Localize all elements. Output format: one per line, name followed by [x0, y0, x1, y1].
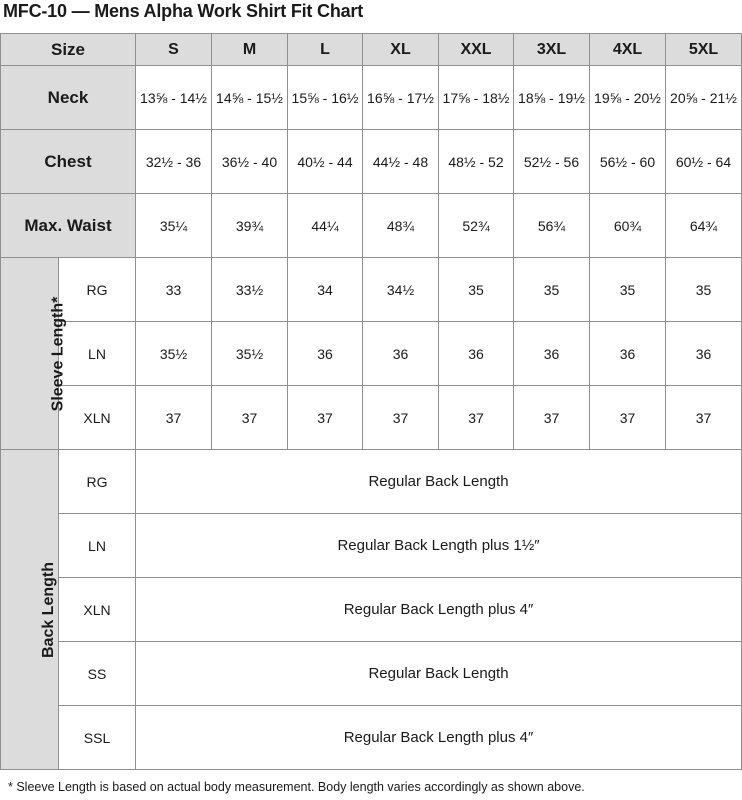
waist-row [1, 194, 742, 258]
back-length-text: Regular Back Length [136, 642, 742, 706]
chest-cell: 52½ - 56 [514, 130, 590, 194]
size-header-cell: S [136, 34, 212, 66]
sleeve-cell: 36 [514, 322, 590, 386]
back-length-text: Regular Back Length plus 4″ [136, 578, 742, 642]
back-length-row [1, 706, 742, 770]
back-length-code: RG [59, 450, 136, 514]
sleeve-cell: 33½ [212, 258, 288, 322]
neck-cell: 18⅝ - 19½ [514, 66, 590, 130]
back-length-code: SS [59, 642, 136, 706]
chest-row [1, 130, 742, 194]
chest-cell: 32½ - 36 [136, 130, 212, 194]
back-length-row [1, 514, 742, 578]
back-length-code: LN [59, 514, 136, 578]
size-header-cell: 5XL [666, 34, 742, 66]
sleeve-cell: 35½ [136, 322, 212, 386]
sleeve-code: XLN [59, 386, 136, 450]
chest-cell: 48½ - 52 [439, 130, 514, 194]
waist-cell: 44¼ [288, 194, 363, 258]
back-length-text: Regular Back Length plus 4″ [136, 706, 742, 770]
chest-cell: 56½ - 60 [590, 130, 666, 194]
sleeve-length-group-label [1, 258, 67, 450]
fit-chart-table [0, 33, 742, 770]
sleeve-cell: 35 [514, 258, 590, 322]
size-header-cell: M [212, 34, 288, 66]
back-length-label: Back Length [40, 561, 58, 658]
waist-cell: 60¾ [590, 194, 666, 258]
sleeve-cell: 37 [212, 386, 288, 450]
back-length-row [1, 578, 742, 642]
chest-cell: 40½ - 44 [288, 130, 363, 194]
sleeve-cell: 37 [666, 386, 742, 450]
waist-cell: 48¾ [363, 194, 439, 258]
neck-cell: 16⅝ - 17½ [363, 66, 439, 130]
chest-cell: 36½ - 40 [212, 130, 288, 194]
waist-cell: 52¾ [439, 194, 514, 258]
neck-label: Neck [1, 66, 136, 130]
waist-cell: 39¾ [212, 194, 288, 258]
back-length-text: Regular Back Length [136, 450, 742, 514]
sleeve-cell: 37 [363, 386, 439, 450]
sleeve-row [1, 322, 742, 386]
sleeve-cell: 33 [136, 258, 212, 322]
neck-cell: 19⅝ - 20½ [590, 66, 666, 130]
size-header-cell: 4XL [590, 34, 666, 66]
chest-cell: 44½ - 48 [363, 130, 439, 194]
sleeve-code: LN [59, 322, 136, 386]
sleeve-cell: 35½ [212, 322, 288, 386]
chest-label: Chest [1, 130, 136, 194]
sleeve-cell: 37 [288, 386, 363, 450]
sleeve-cell: 36 [666, 322, 742, 386]
sleeve-cell: 37 [590, 386, 666, 450]
waist-cell: 35¼ [136, 194, 212, 258]
sleeve-cell: 35 [590, 258, 666, 322]
sleeve-cell: 37 [514, 386, 590, 450]
sleeve-code: RG [59, 258, 136, 322]
sleeve-cell: 34 [288, 258, 363, 322]
size-header-cell: 3XL [514, 34, 590, 66]
neck-cell: 13⅝ - 14½ [136, 66, 212, 130]
back-length-row [1, 642, 742, 706]
neck-cell: 15⅝ - 16½ [288, 66, 363, 130]
sleeve-cell: 35 [439, 258, 514, 322]
neck-cell: 20⅝ - 21½ [666, 66, 742, 130]
waist-label: Max. Waist [1, 194, 136, 258]
sleeve-cell: 36 [590, 322, 666, 386]
sleeve-cell: 36 [288, 322, 363, 386]
neck-cell: 17⅝ - 18½ [439, 66, 514, 130]
size-header-row [1, 34, 742, 66]
back-length-code: SSL [59, 706, 136, 770]
size-header-cell: L [288, 34, 363, 66]
back-length-text: Regular Back Length plus 1½″ [136, 514, 742, 578]
sleeve-cell: 36 [439, 322, 514, 386]
sleeve-cell: 34½ [363, 258, 439, 322]
sleeve-cell: 35 [666, 258, 742, 322]
sleeve-length-label: Sleeve Length* [49, 296, 67, 411]
sleeve-row [1, 258, 742, 322]
size-header-cell: XL [363, 34, 439, 66]
sleeve-cell: 37 [439, 386, 514, 450]
sleeve-row [1, 386, 742, 450]
sleeve-cell: 36 [363, 322, 439, 386]
sleeve-cell: 37 [136, 386, 212, 450]
back-length-row [1, 450, 742, 514]
neck-row [1, 66, 742, 130]
neck-cell: 14⅝ - 15½ [212, 66, 288, 130]
size-header-label: Size [1, 34, 136, 66]
size-header-cell: XXL [439, 34, 514, 66]
waist-cell: 56¾ [514, 194, 590, 258]
footnote: * Sleeve Length is based on actual body measurement. Body length varies accordingly as shown above. [8, 780, 585, 794]
back-length-code: XLN [59, 578, 136, 642]
back-length-group-label [1, 450, 59, 770]
chart-title: MFC-10 — Mens Alpha Work Shirt Fit Chart [3, 1, 364, 21]
chest-cell: 60½ - 64 [666, 130, 742, 194]
waist-cell: 64¾ [666, 194, 742, 258]
